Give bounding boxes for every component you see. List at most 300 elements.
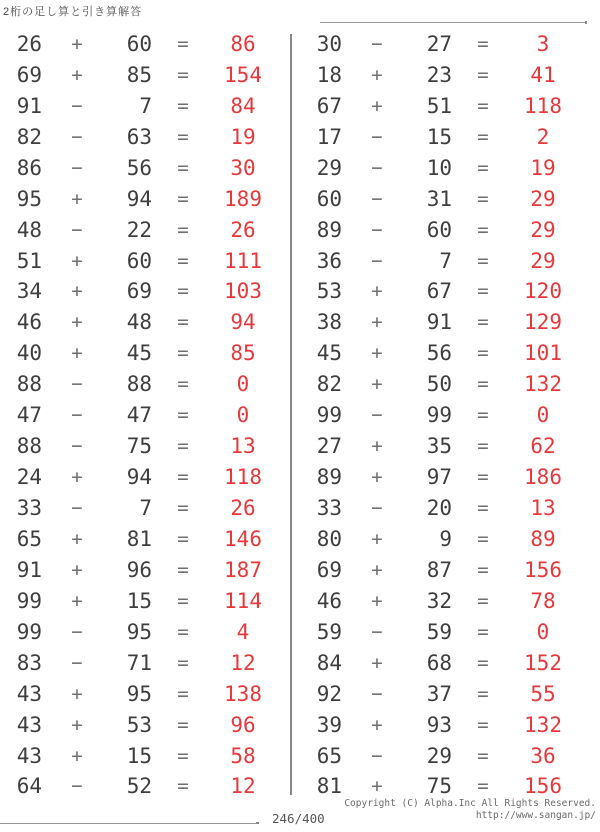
answer: 30 bbox=[230, 155, 256, 180]
equals-sign: = bbox=[177, 466, 189, 489]
operand-b: 87 bbox=[426, 557, 452, 582]
operand-a: 24 bbox=[16, 465, 42, 490]
operator-sign: − bbox=[71, 125, 83, 148]
problem-row bbox=[0, 678, 290, 709]
equals-sign: = bbox=[477, 527, 489, 550]
answer: 13 bbox=[530, 496, 556, 521]
operator-sign: + bbox=[71, 527, 83, 550]
equals-sign: = bbox=[477, 125, 489, 148]
operand-a: 34 bbox=[16, 279, 42, 304]
equals-sign: = bbox=[477, 187, 489, 210]
operator-sign: − bbox=[371, 156, 383, 179]
operator-sign: − bbox=[71, 94, 83, 117]
operand-a: 92 bbox=[316, 681, 342, 706]
equals-sign: = bbox=[177, 404, 189, 427]
equals-sign: = bbox=[477, 32, 489, 55]
operator-sign: + bbox=[71, 342, 83, 365]
equals-sign: = bbox=[177, 373, 189, 396]
operand-a: 33 bbox=[316, 496, 342, 521]
operator-sign: + bbox=[71, 682, 83, 705]
operand-a: 89 bbox=[316, 465, 342, 490]
answer: 118 bbox=[224, 465, 262, 490]
answer: 156 bbox=[524, 557, 562, 582]
answer: 186 bbox=[524, 465, 562, 490]
problem-row bbox=[300, 431, 590, 462]
problem-row bbox=[0, 709, 290, 740]
answer: 19 bbox=[230, 124, 256, 149]
operator-sign: + bbox=[371, 651, 383, 674]
operand-b: 63 bbox=[126, 124, 152, 149]
operator-sign: − bbox=[71, 373, 83, 396]
operator-sign: + bbox=[71, 63, 83, 86]
problem-row bbox=[0, 431, 290, 462]
operand-a: 82 bbox=[316, 372, 342, 397]
operator-sign: + bbox=[71, 311, 83, 334]
answer: 152 bbox=[524, 650, 562, 675]
operand-a: 27 bbox=[316, 434, 342, 459]
equals-sign: = bbox=[177, 651, 189, 674]
operand-a: 99 bbox=[16, 588, 42, 613]
problem-row bbox=[300, 121, 590, 152]
operator-sign: − bbox=[371, 218, 383, 241]
problem-row bbox=[0, 183, 290, 214]
operand-a: 95 bbox=[16, 186, 42, 211]
operand-b: 67 bbox=[426, 279, 452, 304]
equals-sign: = bbox=[177, 620, 189, 643]
operand-a: 89 bbox=[316, 217, 342, 242]
operator-sign: + bbox=[371, 342, 383, 365]
operator-sign: + bbox=[71, 744, 83, 767]
operand-a: 43 bbox=[16, 681, 42, 706]
equals-sign: = bbox=[177, 280, 189, 303]
equals-sign: = bbox=[177, 558, 189, 581]
problem-row bbox=[300, 307, 590, 338]
copyright-notice bbox=[344, 798, 596, 822]
equals-sign: = bbox=[477, 311, 489, 334]
operand-b: 56 bbox=[426, 341, 452, 366]
equals-sign: = bbox=[477, 63, 489, 86]
answer: 120 bbox=[524, 279, 562, 304]
equals-sign: = bbox=[177, 527, 189, 550]
problem-row bbox=[0, 29, 290, 60]
problem-row bbox=[300, 400, 590, 431]
operand-b: 60 bbox=[126, 31, 152, 56]
problem-row bbox=[300, 678, 590, 709]
page-title: 2桁の足し算と引き算解答 bbox=[3, 6, 143, 18]
operator-sign: − bbox=[71, 651, 83, 674]
operand-b: 60 bbox=[426, 217, 452, 242]
equals-sign: = bbox=[177, 682, 189, 705]
answer: 96 bbox=[230, 712, 256, 737]
operator-sign: + bbox=[371, 589, 383, 612]
operand-a: 86 bbox=[16, 155, 42, 180]
problem-row bbox=[300, 554, 590, 585]
operator-sign: + bbox=[371, 558, 383, 581]
operator-sign: − bbox=[371, 497, 383, 520]
operand-b: 99 bbox=[426, 403, 452, 428]
operator-sign: − bbox=[371, 187, 383, 210]
operand-a: 81 bbox=[316, 774, 342, 799]
problem-row bbox=[0, 585, 290, 616]
operator-sign: − bbox=[371, 744, 383, 767]
problem-row bbox=[300, 524, 590, 555]
problem-row bbox=[300, 740, 590, 771]
equals-sign: = bbox=[177, 744, 189, 767]
operand-b: 50 bbox=[426, 372, 452, 397]
answer: 26 bbox=[230, 217, 256, 242]
problem-row bbox=[300, 29, 590, 60]
answer: 84 bbox=[230, 93, 256, 118]
equals-sign: = bbox=[177, 156, 189, 179]
operand-b: 48 bbox=[126, 310, 152, 335]
answer: 62 bbox=[530, 434, 556, 459]
answer: 0 bbox=[236, 403, 250, 428]
operand-b: 94 bbox=[126, 186, 152, 211]
operator-sign: − bbox=[71, 620, 83, 643]
answer: 118 bbox=[524, 93, 562, 118]
operand-b: 85 bbox=[126, 62, 152, 87]
operand-a: 29 bbox=[316, 155, 342, 180]
operand-a: 64 bbox=[16, 774, 42, 799]
operator-sign: + bbox=[371, 775, 383, 798]
problem-row bbox=[300, 709, 590, 740]
answer: 129 bbox=[524, 310, 562, 335]
operand-a: 69 bbox=[316, 557, 342, 582]
equals-sign: = bbox=[477, 342, 489, 365]
operand-b: 71 bbox=[126, 650, 152, 675]
operand-a: 80 bbox=[316, 526, 342, 551]
equals-sign: = bbox=[477, 404, 489, 427]
operand-a: 99 bbox=[16, 619, 42, 644]
operand-a: 40 bbox=[16, 341, 42, 366]
operand-b: 68 bbox=[426, 650, 452, 675]
problem-row bbox=[0, 740, 290, 771]
operand-b: 95 bbox=[126, 619, 152, 644]
equals-sign: = bbox=[477, 156, 489, 179]
operand-a: 84 bbox=[316, 650, 342, 675]
equals-sign: = bbox=[477, 744, 489, 767]
operator-sign: + bbox=[371, 373, 383, 396]
problem-row bbox=[300, 90, 590, 121]
column-divider bbox=[290, 34, 292, 795]
operand-b: 15 bbox=[426, 124, 452, 149]
operator-sign: − bbox=[371, 32, 383, 55]
answer: 78 bbox=[530, 588, 556, 613]
operand-a: 65 bbox=[16, 526, 42, 551]
header-rule bbox=[320, 22, 586, 23]
equals-sign: = bbox=[177, 63, 189, 86]
operator-sign: + bbox=[71, 280, 83, 303]
problem-row bbox=[300, 183, 590, 214]
equals-sign: = bbox=[477, 775, 489, 798]
operator-sign: − bbox=[71, 775, 83, 798]
operand-a: 69 bbox=[16, 62, 42, 87]
operand-a: 91 bbox=[16, 557, 42, 582]
operand-b: 27 bbox=[426, 31, 452, 56]
footer-rule bbox=[0, 823, 258, 824]
operand-b: 15 bbox=[126, 743, 152, 768]
operator-sign: − bbox=[371, 249, 383, 272]
answer: 154 bbox=[224, 62, 262, 87]
operand-b: 59 bbox=[426, 619, 452, 644]
operand-b: 51 bbox=[426, 93, 452, 118]
operand-b: 52 bbox=[126, 774, 152, 799]
problem-row bbox=[300, 276, 590, 307]
operand-b: 23 bbox=[426, 62, 452, 87]
answer: 114 bbox=[224, 588, 262, 613]
operator-sign: + bbox=[71, 466, 83, 489]
problem-row bbox=[300, 245, 590, 276]
operator-sign: + bbox=[371, 280, 383, 303]
operator-sign: + bbox=[371, 527, 383, 550]
answer: 86 bbox=[230, 31, 256, 56]
problem-row bbox=[0, 214, 290, 245]
answer: 85 bbox=[230, 341, 256, 366]
problems-column-right bbox=[300, 29, 590, 802]
answer: 101 bbox=[524, 341, 562, 366]
operand-a: 91 bbox=[16, 93, 42, 118]
operand-a: 46 bbox=[16, 310, 42, 335]
problem-row bbox=[0, 647, 290, 678]
answer: 132 bbox=[524, 712, 562, 737]
operand-a: 60 bbox=[316, 186, 342, 211]
operator-sign: + bbox=[371, 63, 383, 86]
operand-b: 75 bbox=[426, 774, 452, 799]
equals-sign: = bbox=[477, 249, 489, 272]
copyright-url: http://www.sangan.jp/ bbox=[475, 810, 596, 821]
answer: 12 bbox=[230, 774, 256, 799]
operator-sign: + bbox=[71, 713, 83, 736]
operand-b: 10 bbox=[426, 155, 452, 180]
operand-a: 51 bbox=[16, 248, 42, 273]
operand-a: 88 bbox=[16, 372, 42, 397]
equals-sign: = bbox=[477, 466, 489, 489]
operand-b: 37 bbox=[426, 681, 452, 706]
equals-sign: = bbox=[477, 373, 489, 396]
operand-b: 69 bbox=[126, 279, 152, 304]
answer: 58 bbox=[230, 743, 256, 768]
answer: 94 bbox=[230, 310, 256, 335]
operand-a: 46 bbox=[316, 588, 342, 613]
operand-b: 29 bbox=[426, 743, 452, 768]
answer: 156 bbox=[524, 774, 562, 799]
operator-sign: + bbox=[371, 713, 383, 736]
operand-b: 47 bbox=[126, 403, 152, 428]
operand-a: 82 bbox=[16, 124, 42, 149]
equals-sign: = bbox=[177, 775, 189, 798]
problem-row bbox=[0, 524, 290, 555]
operator-sign: + bbox=[71, 558, 83, 581]
problem-row bbox=[0, 771, 290, 802]
operand-b: 31 bbox=[426, 186, 452, 211]
operand-b: 88 bbox=[126, 372, 152, 397]
operator-sign: − bbox=[71, 404, 83, 427]
problem-row bbox=[300, 369, 590, 400]
equals-sign: = bbox=[477, 589, 489, 612]
equals-sign: = bbox=[177, 125, 189, 148]
operand-a: 47 bbox=[16, 403, 42, 428]
answer: 138 bbox=[224, 681, 262, 706]
operator-sign: + bbox=[71, 32, 83, 55]
equals-sign: = bbox=[177, 94, 189, 117]
operand-a: 17 bbox=[316, 124, 342, 149]
answer: 4 bbox=[236, 619, 250, 644]
equals-sign: = bbox=[477, 620, 489, 643]
equals-sign: = bbox=[177, 32, 189, 55]
answer: 132 bbox=[524, 372, 562, 397]
operand-a: 43 bbox=[16, 743, 42, 768]
operator-sign: − bbox=[371, 404, 383, 427]
operand-a: 48 bbox=[16, 217, 42, 242]
answer: 29 bbox=[530, 248, 556, 273]
operand-b: 56 bbox=[126, 155, 152, 180]
answer: 12 bbox=[230, 650, 256, 675]
problem-row bbox=[0, 462, 290, 493]
operand-a: 65 bbox=[316, 743, 342, 768]
problem-row bbox=[0, 90, 290, 121]
problems-column-left bbox=[0, 29, 290, 802]
equals-sign: = bbox=[477, 94, 489, 117]
problem-row bbox=[0, 493, 290, 524]
problem-row bbox=[300, 647, 590, 678]
equals-sign: = bbox=[177, 342, 189, 365]
problem-row bbox=[0, 369, 290, 400]
equals-sign: = bbox=[477, 651, 489, 674]
problem-row bbox=[300, 214, 590, 245]
equals-sign: = bbox=[177, 713, 189, 736]
operator-sign: + bbox=[371, 466, 383, 489]
equals-sign: = bbox=[477, 280, 489, 303]
answer: 29 bbox=[530, 217, 556, 242]
answer: 19 bbox=[530, 155, 556, 180]
operator-sign: − bbox=[371, 125, 383, 148]
problem-row bbox=[0, 152, 290, 183]
answer: 29 bbox=[530, 186, 556, 211]
operand-b: 45 bbox=[126, 341, 152, 366]
operand-b: 32 bbox=[426, 588, 452, 613]
answer: 0 bbox=[536, 619, 550, 644]
operator-sign: − bbox=[71, 435, 83, 458]
answer: 103 bbox=[224, 279, 262, 304]
answer: 26 bbox=[230, 496, 256, 521]
operator-sign: − bbox=[71, 218, 83, 241]
operand-b: 7 bbox=[139, 93, 152, 118]
operand-a: 36 bbox=[316, 248, 342, 273]
equals-sign: = bbox=[477, 713, 489, 736]
operator-sign: − bbox=[71, 156, 83, 179]
operand-a: 39 bbox=[316, 712, 342, 737]
operator-sign: + bbox=[371, 94, 383, 117]
operator-sign: + bbox=[71, 249, 83, 272]
operand-b: 53 bbox=[126, 712, 152, 737]
operand-a: 26 bbox=[16, 31, 42, 56]
problem-row bbox=[0, 400, 290, 431]
operand-a: 30 bbox=[316, 31, 342, 56]
answer: 36 bbox=[530, 743, 556, 768]
operand-b: 7 bbox=[139, 496, 152, 521]
answer: 89 bbox=[530, 526, 556, 551]
operator-sign: + bbox=[371, 311, 383, 334]
answer: 189 bbox=[224, 186, 262, 211]
equals-sign: = bbox=[177, 249, 189, 272]
operand-a: 18 bbox=[316, 62, 342, 87]
operand-a: 83 bbox=[16, 650, 42, 675]
equals-sign: = bbox=[477, 497, 489, 520]
equals-sign: = bbox=[477, 558, 489, 581]
operator-sign: − bbox=[71, 497, 83, 520]
operand-b: 96 bbox=[126, 557, 152, 582]
problem-row bbox=[0, 307, 290, 338]
operand-b: 20 bbox=[426, 496, 452, 521]
problem-row bbox=[300, 585, 590, 616]
copyright-line: Copyright (C) Alpha.Inc All Rights Reserved. bbox=[344, 798, 596, 809]
equals-sign: = bbox=[477, 218, 489, 241]
problem-row bbox=[300, 493, 590, 524]
answer: 0 bbox=[236, 372, 250, 397]
operand-b: 15 bbox=[126, 588, 152, 613]
operator-sign: − bbox=[371, 682, 383, 705]
operand-b: 60 bbox=[126, 248, 152, 273]
equals-sign: = bbox=[177, 589, 189, 612]
operand-b: 94 bbox=[126, 465, 152, 490]
answer: 55 bbox=[530, 681, 556, 706]
operator-sign: − bbox=[371, 620, 383, 643]
operand-a: 33 bbox=[16, 496, 42, 521]
equals-sign: = bbox=[177, 311, 189, 334]
answer: 3 bbox=[536, 31, 550, 56]
operand-b: 7 bbox=[439, 248, 452, 273]
answer: 187 bbox=[224, 557, 262, 582]
problem-row bbox=[300, 462, 590, 493]
operand-b: 81 bbox=[126, 526, 152, 551]
operand-a: 67 bbox=[316, 93, 342, 118]
answer: 2 bbox=[536, 124, 550, 149]
page-number: 246/400 bbox=[272, 811, 325, 826]
equals-sign: = bbox=[177, 187, 189, 210]
equals-sign: = bbox=[177, 497, 189, 520]
operand-b: 95 bbox=[126, 681, 152, 706]
operand-b: 22 bbox=[126, 217, 152, 242]
problem-row bbox=[0, 338, 290, 369]
problem-row bbox=[0, 616, 290, 647]
operand-a: 59 bbox=[316, 619, 342, 644]
problem-row bbox=[0, 59, 290, 90]
operand-b: 97 bbox=[426, 465, 452, 490]
equals-sign: = bbox=[477, 435, 489, 458]
answer: 0 bbox=[536, 403, 550, 428]
operator-sign: + bbox=[371, 435, 383, 458]
equals-sign: = bbox=[177, 218, 189, 241]
equals-sign: = bbox=[177, 435, 189, 458]
answer: 41 bbox=[530, 62, 556, 87]
answer: 146 bbox=[224, 526, 262, 551]
operator-sign: + bbox=[71, 187, 83, 210]
problem-row bbox=[0, 276, 290, 307]
equals-sign: = bbox=[477, 682, 489, 705]
problem-row bbox=[300, 59, 590, 90]
operand-b: 9 bbox=[439, 526, 452, 551]
operand-a: 88 bbox=[16, 434, 42, 459]
operand-a: 38 bbox=[316, 310, 342, 335]
operand-b: 75 bbox=[126, 434, 152, 459]
operand-b: 35 bbox=[426, 434, 452, 459]
operand-a: 43 bbox=[16, 712, 42, 737]
operand-b: 93 bbox=[426, 712, 452, 737]
problem-row bbox=[300, 616, 590, 647]
operand-a: 45 bbox=[316, 341, 342, 366]
operand-b: 91 bbox=[426, 310, 452, 335]
answer: 13 bbox=[230, 434, 256, 459]
